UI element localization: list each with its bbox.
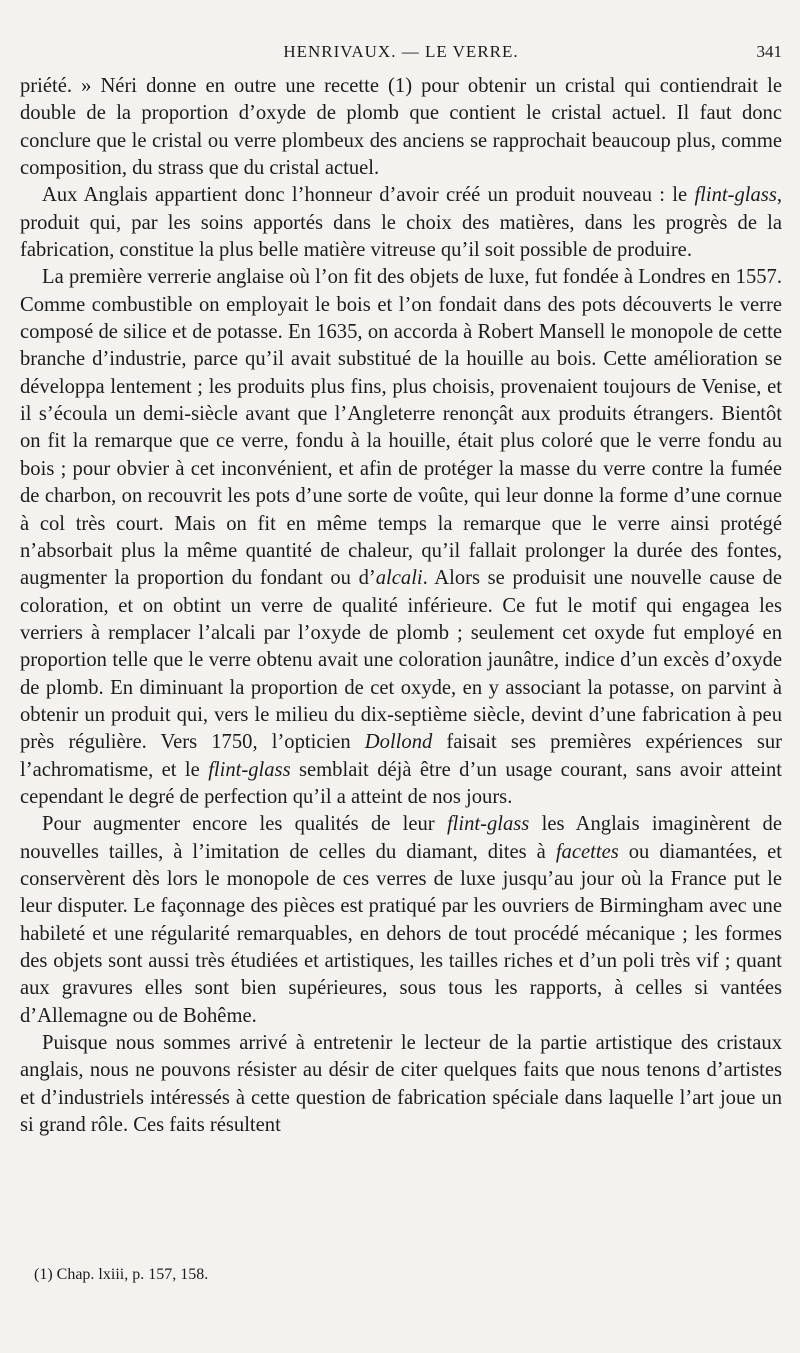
paragraph-text: ou diamantées, et conservèrent dès lors le monopole de ces verres de luxe jusqu’au jour où la France put le leur disputer. Le façonnage des pièces est pratiqué par les ouvriers de Birmingham avec une habileté et une régularité remarquables, en dehors de tout procédé mécanique ; les formes des objets sont aussi très étudiées et artistiques, les tailles riches et d’un poli très vif ; quant aux gravures elles sont bien supérieures, sous tous les rapports, à celles si vantées d’Allemagne ou de Bohême. [20, 840, 782, 1027]
paragraph-text: Aux Anglais appartient donc l’honneur d’avoir créé un produit nouveau : le [42, 184, 695, 207]
italic-term: facettes [555, 840, 619, 863]
body-text [20, 73, 782, 1139]
paragraph-text: semblait déjà être d’un usage courant, sans avoir atteint cependant le degré de perfection qu’il a atteint de nos jours. [20, 758, 783, 808]
paragraph [20, 73, 782, 182]
running-title: HENRIVAUX. — LE VERRE. [283, 42, 519, 61]
paragraph-text: La première verrerie anglaise où l’on fit des objets de luxe, fut fondée à Londres en 1557. Comme combustible on employait le bois et l’on fondait dans des pots découverts le verre composé de silice et de potasse. En 1635, on accorda à Robert Mansell le monopole de cette branche d’industrie, parce qu’il avait substitué de la houille au bois. Cette amélioration se développa lentement ; les produits plus fins, plus choisis, provenaient toujours de Venise, et il s’écoula un demi-siècle avant que l’Angleterre renonçât aux produits étrangers. Bientôt on fit la remarque que ce verre, fondu à la houille, était plus coloré que le verre fondu au bois ; pour obvier à cet inconvénient, et afin de protéger la masse du verre contre la fumée de charbon, on recouvrit les pots d’une sorte de voûte, qui leur donne la forme d’une cornue à col très court. Mais on fit en même temps la remarque que le verre ainsi protégé n’absorbait plus la même quantité de chaleur, qu’il fallait prolonger la durée des fontes, augmenter la proportion du fondant ou d’ [20, 266, 782, 590]
paragraph-text: , produit qui, par les soins apportés dans le choix des matières, dans les progrès de la fabrication, constitue la plus belle matière vitreuse qu’il soit possible de produire. [20, 184, 782, 262]
italic-term: alcali [375, 567, 423, 590]
italic-term: Dollond [364, 731, 433, 754]
italic-term: flint-glass [694, 184, 777, 207]
italic-term: flint-glass [446, 813, 530, 836]
paragraph-text: . Alors se produisit une nouvelle cause de coloration, et on obtint un verre de qualité inférieure. Ce fut le motif qui engagea les verriers à remplacer l’alcali par l’oxyde de plomb ; seulement cet oxyde fut employé en proportion telle que le verre obtenu avait une coloration jaunâtre, indice d’un excès d’oxyde de plomb. En diminuant la proportion de cet oxyde, en y associant la potasse, on parvint à obtenir un produit qui, vers le milieu du dix-septième siècle, devint d’une fabrication à peu près régulière. Vers 1750, l’opticien [20, 567, 782, 754]
paragraph-text: priété. » Néri donne en outre une recette (1) pour obtenir un cristal qui contiendrait le double de la proportion d’oxyde de plomb que contient le cristal actuel. Il faut donc conclure que le cristal ou verre plombeux des anciens se rapprochait beaucoup plus, comme composition, du strass que du cristal actuel. [20, 75, 782, 180]
paragraph-text: faisait ses premières expériences sur l’achromatisme, et le [20, 731, 782, 781]
paragraph-text: les Anglais imaginèrent de nouvelles tailles, à l’imitation de celles du diamant, dites à [20, 813, 782, 863]
running-head [20, 42, 782, 70]
paragraph [20, 264, 782, 811]
paragraph-text: Puisque nous sommes arrivé à entretenir le lecteur de la partie artistique des cristaux anglais, nous ne pouvons résister au désir de citer quelques faits que nous tenons d’artistes et d’industriels intéressés à cette question de fabrication spéciale dans laquelle l’art joue un si grand rôle. Ces faits résultent [20, 1032, 782, 1137]
page-number: 341 [756, 42, 782, 61]
italic-term: flint-glass [208, 758, 291, 781]
paragraph [20, 811, 782, 1030]
paragraph [20, 1030, 782, 1139]
footnote: (1) Chap. lxiii, p. 157, 158. [34, 1266, 209, 1283]
paragraph-text: Pour augmenter encore les qualités de leur [42, 813, 447, 836]
paragraph [20, 182, 782, 264]
